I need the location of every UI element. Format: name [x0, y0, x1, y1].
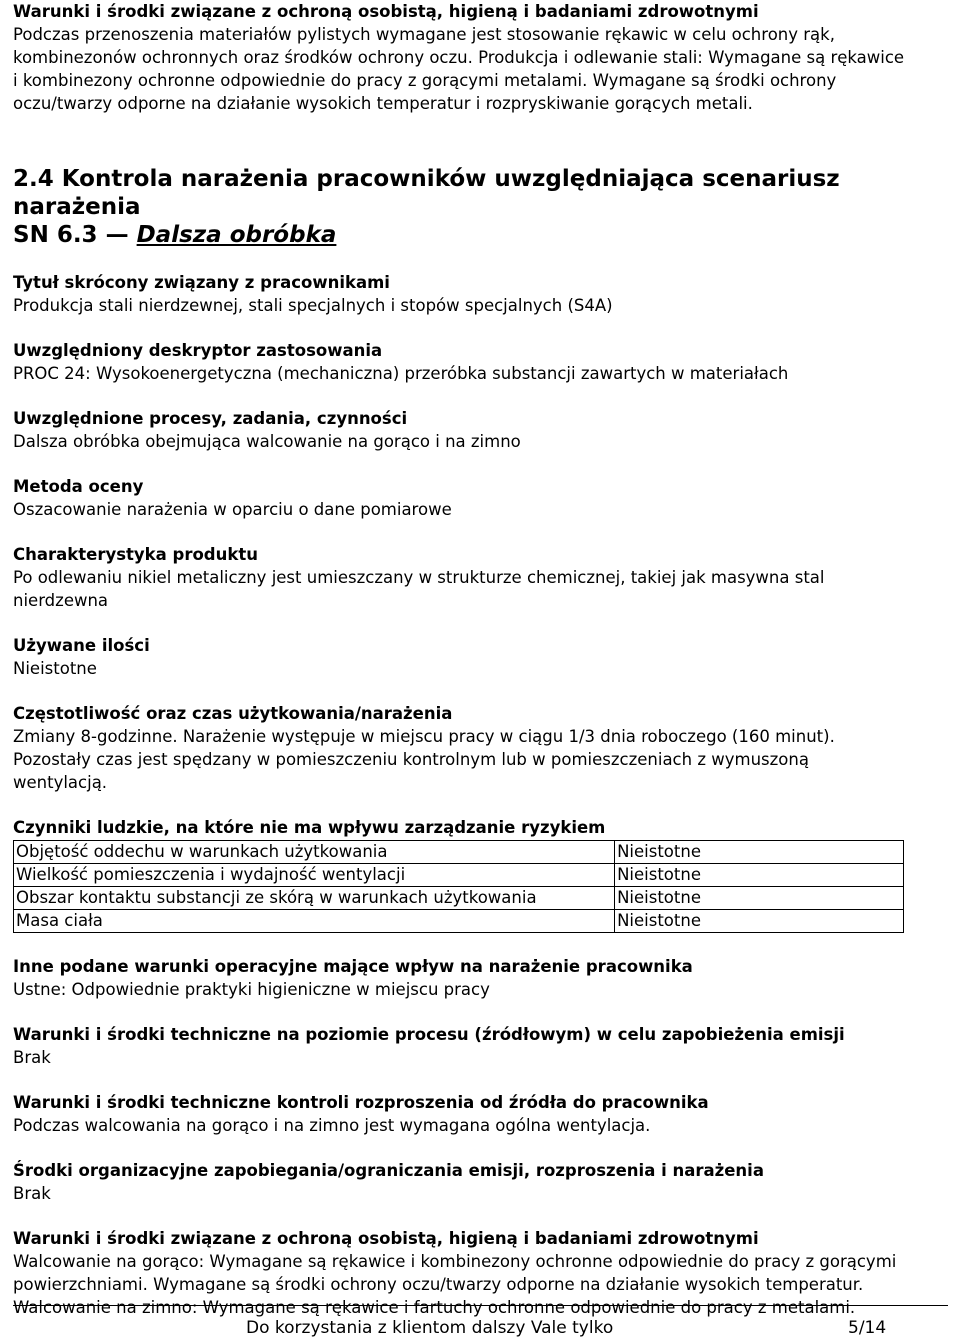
frequency-block [13, 702, 948, 794]
footer-divider [13, 1305, 948, 1306]
field-block [13, 475, 948, 521]
top-line: oczu/twarzy odporne na działanie wysokich temperatur i rozpryskiwanie gorących metali. [13, 94, 753, 113]
factor-cell: Objętość oddechu w warunkach użytkowania [14, 841, 615, 864]
table-row [14, 887, 904, 910]
field-value: Oszacowanie narażenia w oparciu o dane pomiarowe [13, 500, 452, 519]
human-factors-block [13, 816, 948, 933]
condition-label: Środki organizacyjne zapobiegania/ograniczania emisji, rozproszenia i narażenia [13, 1161, 764, 1180]
table-row [14, 841, 904, 864]
amounts-block [13, 634, 948, 680]
condition-line: Ustne: Odpowiednie praktyki higieniczne w miejscu pracy [13, 980, 490, 999]
amounts-label: Używane ilości [13, 636, 150, 655]
table-row [14, 864, 904, 887]
top-section [13, 0, 948, 115]
frequency-line: Pozostały czas jest spędzany w pomieszczeniu kontrolnym lub w pomieszczeniach z wymuszoną [13, 750, 809, 769]
field-block [13, 339, 948, 385]
condition-line: Walcowanie na gorąco: Wymagane są rękawice i kombinezony ochronne odpowiednie do pracy z gorącymi [13, 1252, 897, 1271]
section-title-prefix: SN 6.3 — [13, 222, 137, 248]
condition-label: Inne podane warunki operacyjne mające wpływ na narażenie pracownika [13, 957, 693, 976]
condition-block [13, 1159, 948, 1205]
top-heading: Warunki i środki związane z ochroną osobistą, higieną i badaniami zdrowotnymi [13, 2, 759, 21]
condition-label: Warunki i środki techniczne kontroli rozproszenia od źródła do pracownika [13, 1093, 709, 1112]
document-page [13, 0, 948, 1319]
human-factors-table [13, 840, 904, 933]
footer-text: Do korzystania z klientom dalszy Vale tylko [246, 1318, 614, 1338]
factor-cell: Wielkość pomieszczenia i wydajność wentylacji [14, 864, 615, 887]
amounts-value: Nieistotne [13, 659, 97, 678]
condition-block [13, 955, 948, 1001]
condition-line: Walcowanie na zimno: Wymagane są rękawice i fartuchy ochronne odpowiednie do pracy z metalami. [13, 1298, 856, 1317]
top-line: i kombinezony ochronne odpowiednie do pracy z gorącymi metalami. Wymagane są środki ochrony [13, 71, 837, 90]
field-block [13, 407, 948, 453]
section-title [13, 165, 948, 249]
table-row [14, 910, 904, 933]
field-value: PROC 24: Wysokoenergetyczna (mechaniczna) przeróbka substancji zawartych w materiałach [13, 364, 789, 383]
factor-cell: Masa ciała [14, 910, 615, 933]
factor-value-cell: Nieistotne [615, 864, 904, 887]
factor-value-cell: Nieistotne [615, 910, 904, 933]
condition-block [13, 1023, 948, 1069]
frequency-label: Częstotliwość oraz czas użytkowania/narażenia [13, 704, 453, 723]
section-title-line1: 2.4 Kontrola narażenia pracowników uwzględniająca scenariusz narażenia [13, 166, 840, 220]
condition-line: Brak [13, 1048, 51, 1067]
field-value: Dalsza obróbka obejmująca walcowanie na gorąco i na zimno [13, 432, 521, 451]
section-title-line2 [13, 221, 948, 249]
condition-label: Warunki i środki związane z ochroną osobistą, higieną i badaniami zdrowotnymi [13, 1229, 759, 1248]
field-label: Uwzględnione procesy, zadania, czynności [13, 409, 408, 428]
field-label: Uwzględniony deskryptor zastosowania [13, 341, 383, 360]
top-line: Podczas przenoszenia materiałów pylistych wymagane jest stosowanie rękawic w celu ochrony rąk, [13, 25, 835, 44]
product-block [13, 543, 948, 612]
field-label: Tytuł skrócony związany z pracownikami [13, 273, 390, 292]
condition-block [13, 1091, 948, 1137]
product-line: nierdzewna [13, 591, 109, 610]
condition-line: Brak [13, 1184, 51, 1203]
factor-value-cell: Nieistotne [615, 841, 904, 864]
frequency-line: Zmiany 8-godzinne. Narażenie występuje w miejscu pracy w ciągu 1/3 dnia roboczego (160 minut). [13, 727, 835, 746]
condition-line: powierzchniami. Wymagane są środki ochrony oczu/twarzy odporne na działanie wysokich temperatur. [13, 1275, 864, 1294]
human-factors-label: Czynniki ludzkie, na które nie ma wpływu zarządzanie ryzykiem [13, 818, 606, 837]
page-number: 5/14 [848, 1318, 887, 1338]
product-label: Charakterystyka produktu [13, 545, 258, 564]
condition-label: Warunki i środki techniczne na poziomie procesu (źródłowym) w celu zapobieżenia emisji [13, 1025, 845, 1044]
product-line: Po odlewaniu nikiel metaliczny jest umieszczany w strukturze chemicznej, takiej jak masywna stal [13, 568, 825, 587]
condition-line: Podczas walcowania na gorąco i na zimno jest wymagana ogólna wentylacja. [13, 1116, 651, 1135]
section-title-italic: Dalsza obróbka [136, 222, 337, 248]
field-block [13, 271, 948, 317]
top-line: kombinezonów ochronnych oraz środków ochrony oczu. Produkcja i odlewanie stali: Wymagane są rękawice [13, 48, 905, 67]
frequency-line: wentylacją. [13, 773, 108, 792]
factor-cell: Obszar kontaktu substancji ze skórą w warunkach użytkowania [14, 887, 615, 910]
field-label: Metoda oceny [13, 477, 144, 496]
factor-value-cell: Nieistotne [615, 887, 904, 910]
field-value: Produkcja stali nierdzewnej, stali specjalnych i stopów specjalnych (S4A) [13, 296, 613, 315]
